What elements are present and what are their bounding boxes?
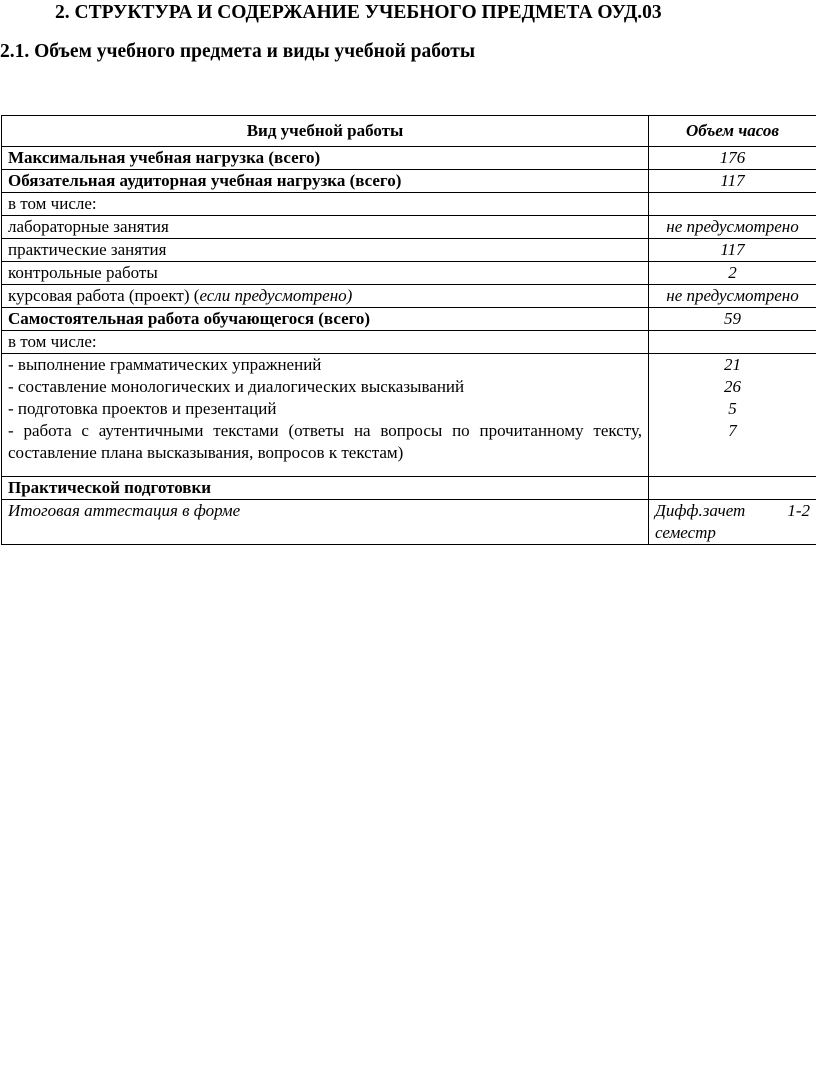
row-label: Максимальная учебная нагрузка (всего) bbox=[2, 147, 649, 170]
row-label bbox=[2, 285, 649, 308]
row-label: Практической подготовки bbox=[2, 477, 649, 500]
table-row bbox=[2, 147, 816, 170]
row-label bbox=[2, 354, 649, 477]
row-label: в том числе: bbox=[2, 193, 649, 216]
workload-table bbox=[1, 115, 816, 545]
row-value: 2 bbox=[649, 262, 816, 285]
row-value: 117 bbox=[649, 239, 816, 262]
row-value bbox=[649, 354, 816, 477]
row-value-line: 5 bbox=[728, 399, 737, 418]
assessment-form: Дифф.зачет bbox=[655, 501, 746, 520]
row-label: Обязательная аудиторная учебная нагрузка (всего) bbox=[2, 170, 649, 193]
row-value-line: 7 bbox=[728, 421, 737, 440]
row-value: 117 bbox=[649, 170, 816, 193]
assessment-semester-word: семестр bbox=[655, 523, 716, 542]
header-hours: Объем часов bbox=[649, 116, 816, 147]
table-row bbox=[2, 193, 816, 216]
table-row bbox=[2, 239, 816, 262]
table-row bbox=[2, 331, 816, 354]
header-work-type: Вид учебной работы bbox=[2, 116, 649, 147]
table-row bbox=[2, 216, 816, 239]
table-row bbox=[2, 308, 816, 331]
row-value bbox=[649, 193, 816, 216]
row-label-line: - работа с аутентичными текстами (ответы на вопросы по прочитанному тексту, составление плана высказывания, вопросов к текстам) bbox=[8, 421, 642, 462]
subsection-heading: 2.1. Объем учебного предмета и виды учебной работы bbox=[0, 41, 476, 62]
table-header-row bbox=[2, 116, 816, 147]
table-row bbox=[2, 354, 816, 477]
row-label: контрольные работы bbox=[2, 262, 649, 285]
table-row bbox=[2, 285, 816, 308]
row-label: в том числе: bbox=[2, 331, 649, 354]
table-row bbox=[2, 500, 816, 545]
row-label-line: - составление монологических и диалогических высказываний bbox=[8, 377, 465, 396]
row-label-italic: если предусмотрено) bbox=[199, 286, 353, 305]
row-label: лабораторные занятия bbox=[2, 216, 649, 239]
section-heading: 2. СТРУКТУРА И СОДЕРЖАНИЕ УЧЕБНОГО ПРЕДМЕТА ОУД.03 bbox=[55, 2, 662, 23]
row-label-text: курсовая работа (проект) ( bbox=[8, 286, 200, 305]
row-label: Самостоятельная работа обучающегося (всего) bbox=[2, 308, 649, 331]
row-label-line: - подготовка проектов и презентаций bbox=[8, 399, 277, 418]
row-label-line: - выполнение грамматических упражнений bbox=[8, 355, 322, 374]
row-value bbox=[649, 331, 816, 354]
row-value bbox=[649, 500, 816, 545]
row-value-line: 26 bbox=[724, 377, 741, 396]
row-value: 176 bbox=[649, 147, 816, 170]
row-label: практические занятия bbox=[2, 239, 649, 262]
assessment-semesters: 1-2 bbox=[787, 501, 810, 520]
row-label: Итоговая аттестация в форме bbox=[2, 500, 649, 545]
row-value bbox=[649, 477, 816, 500]
row-value-line: 21 bbox=[724, 355, 741, 374]
row-value: не предусмотрено bbox=[649, 285, 816, 308]
row-value: не предусмотрено bbox=[649, 216, 816, 239]
table-row bbox=[2, 170, 816, 193]
row-value: 59 bbox=[649, 308, 816, 331]
table-row bbox=[2, 477, 816, 500]
table-row bbox=[2, 262, 816, 285]
